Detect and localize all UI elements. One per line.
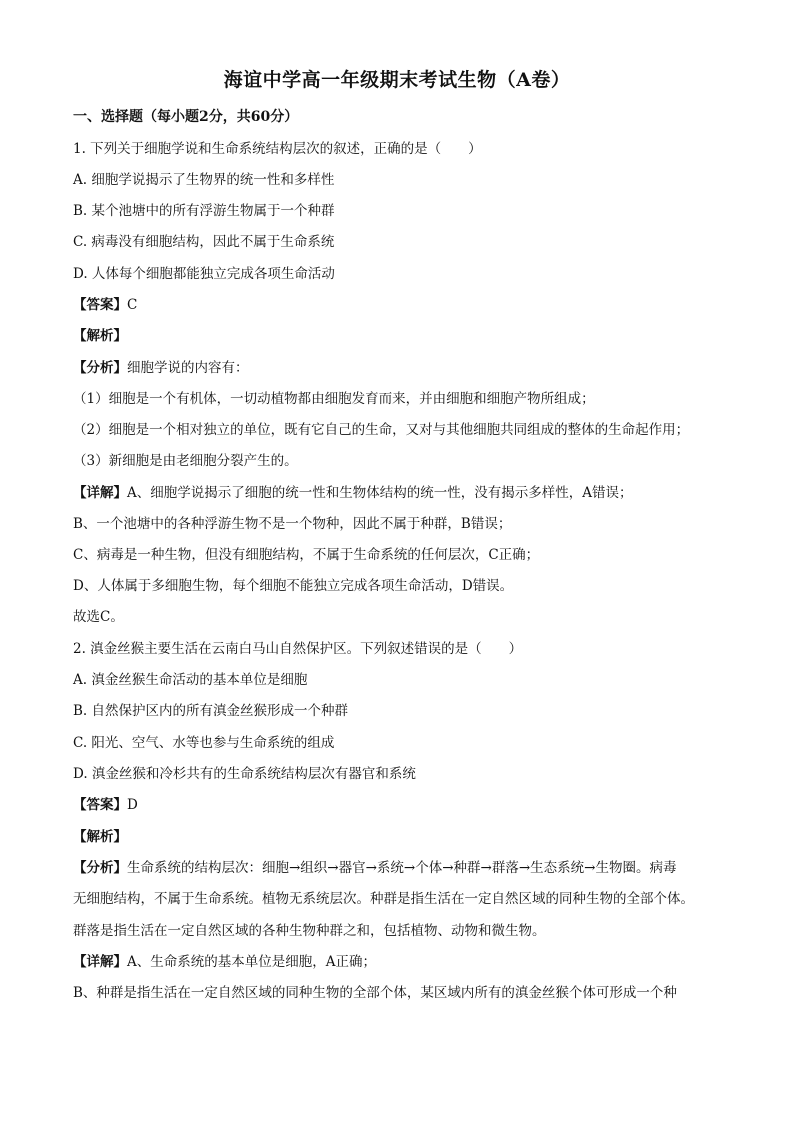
fenxi-tag: 【分析】 [73, 360, 127, 376]
question-1-option-c: C. 病毒没有细胞结构，因此不属于生命系统 [73, 234, 335, 250]
question-2-analysis-tag: 【解析】 [73, 829, 127, 845]
detail-text: A、细胞学说揭示了细胞的统一性和生物体结构的统一性，没有揭示多样性，A错误； [127, 485, 633, 501]
detail-text: A、生命系统的基本单位是细胞，A正确； [127, 954, 376, 970]
question-1-point-3: （3）新细胞是由老细胞分裂产生的。 [73, 453, 298, 469]
answer-tag: 【答案】 [73, 797, 127, 813]
question-1-fenxi [73, 358, 733, 378]
question-1-detail-d: D、人体属于多细胞生物，每个细胞不能独立完成各项生命活动，D错误。 [73, 578, 514, 594]
answer-tag: 【答案】 [73, 297, 127, 313]
question-1-answer [73, 295, 733, 315]
question-1-analysis-tag: 【解析】 [73, 328, 127, 344]
question-1-detail-b: B、一个池塘中的各种浮游生物不是一个物种，因此不属于种群，B错误； [73, 516, 512, 532]
answer-value: D [127, 797, 138, 813]
question-2-fenxi-line-2: 无细胞结构，不属于生命系统。植物无系统层次。种群是指生活在一定自然区域的同种生物的全部个体。 [73, 891, 694, 907]
section-header: 一、选择题（每小题2分，共60分） [73, 109, 299, 125]
question-1-point-1: （1）细胞是一个有机体，一切动植物都由细胞发育而来，并由细胞和细胞产物所组成； [73, 391, 595, 407]
question-1-stem: 1. 下列关于细胞学说和生命系统结构层次的叙述，正确的是（ ） [73, 141, 482, 157]
fenxi-text: 生命系统的结构层次：细胞→组织→器官→系统→个体→种群→群落→生态系统→生物圈。病毒 [127, 860, 677, 876]
answer-value: C [127, 297, 138, 313]
detail-tag: 【详解】 [73, 954, 127, 970]
question-2-fenxi [73, 858, 733, 878]
question-1-option-d: D. 人体每个细胞都能独立完成各项生命活动 [73, 266, 335, 282]
fenxi-text: 细胞学说的内容有： [127, 360, 249, 376]
question-1-detail-c: C、病毒是一种生物，但没有细胞结构，不属于生命系统的任何层次，C正确； [73, 547, 540, 563]
page-title: 海谊中学高一年级期末考试生物（A卷） [223, 69, 571, 91]
question-2-option-b: B. 自然保护区内的所有滇金丝猴形成一个种群 [73, 703, 349, 719]
question-2-detail-b: B、种群是指生活在一定自然区域的同种生物的全部个体，某区域内所有的滇金丝猴个体可形成一个种 [73, 985, 677, 1001]
question-2-detail [73, 952, 733, 972]
question-1-detail [73, 483, 733, 503]
question-2-answer [73, 795, 733, 815]
question-1-option-a: A. 细胞学说揭示了生物界的统一性和多样性 [73, 172, 335, 188]
question-2-option-a: A. 滇金丝猴生命活动的基本单位是细胞 [73, 672, 308, 688]
question-1-point-2: （2）细胞是一个相对独立的单位，既有它自己的生命，又对与其他细胞共同组成的整体的生命起作用； [73, 422, 690, 438]
question-1-conclusion: 故选C。 [73, 609, 124, 625]
question-2-option-c: C. 阳光、空气、水等也参与生命系统的组成 [73, 735, 335, 751]
detail-tag: 【详解】 [73, 485, 127, 501]
fenxi-tag: 【分析】 [73, 860, 127, 876]
question-1-option-b: B. 某个池塘中的所有浮游生物属于一个种群 [73, 203, 335, 219]
question-2-option-d: D. 滇金丝猴和冷杉共有的生命系统结构层次有器官和系统 [73, 766, 416, 782]
question-2-fenxi-line-3: 群落是指生活在一定自然区域的各种生物种群之和，包括植物、动物和微生物。 [73, 923, 546, 939]
question-2-stem: 2. 滇金丝猴主要生活在云南白马山自然保护区。下列叙述错误的是（ ） [73, 641, 523, 657]
